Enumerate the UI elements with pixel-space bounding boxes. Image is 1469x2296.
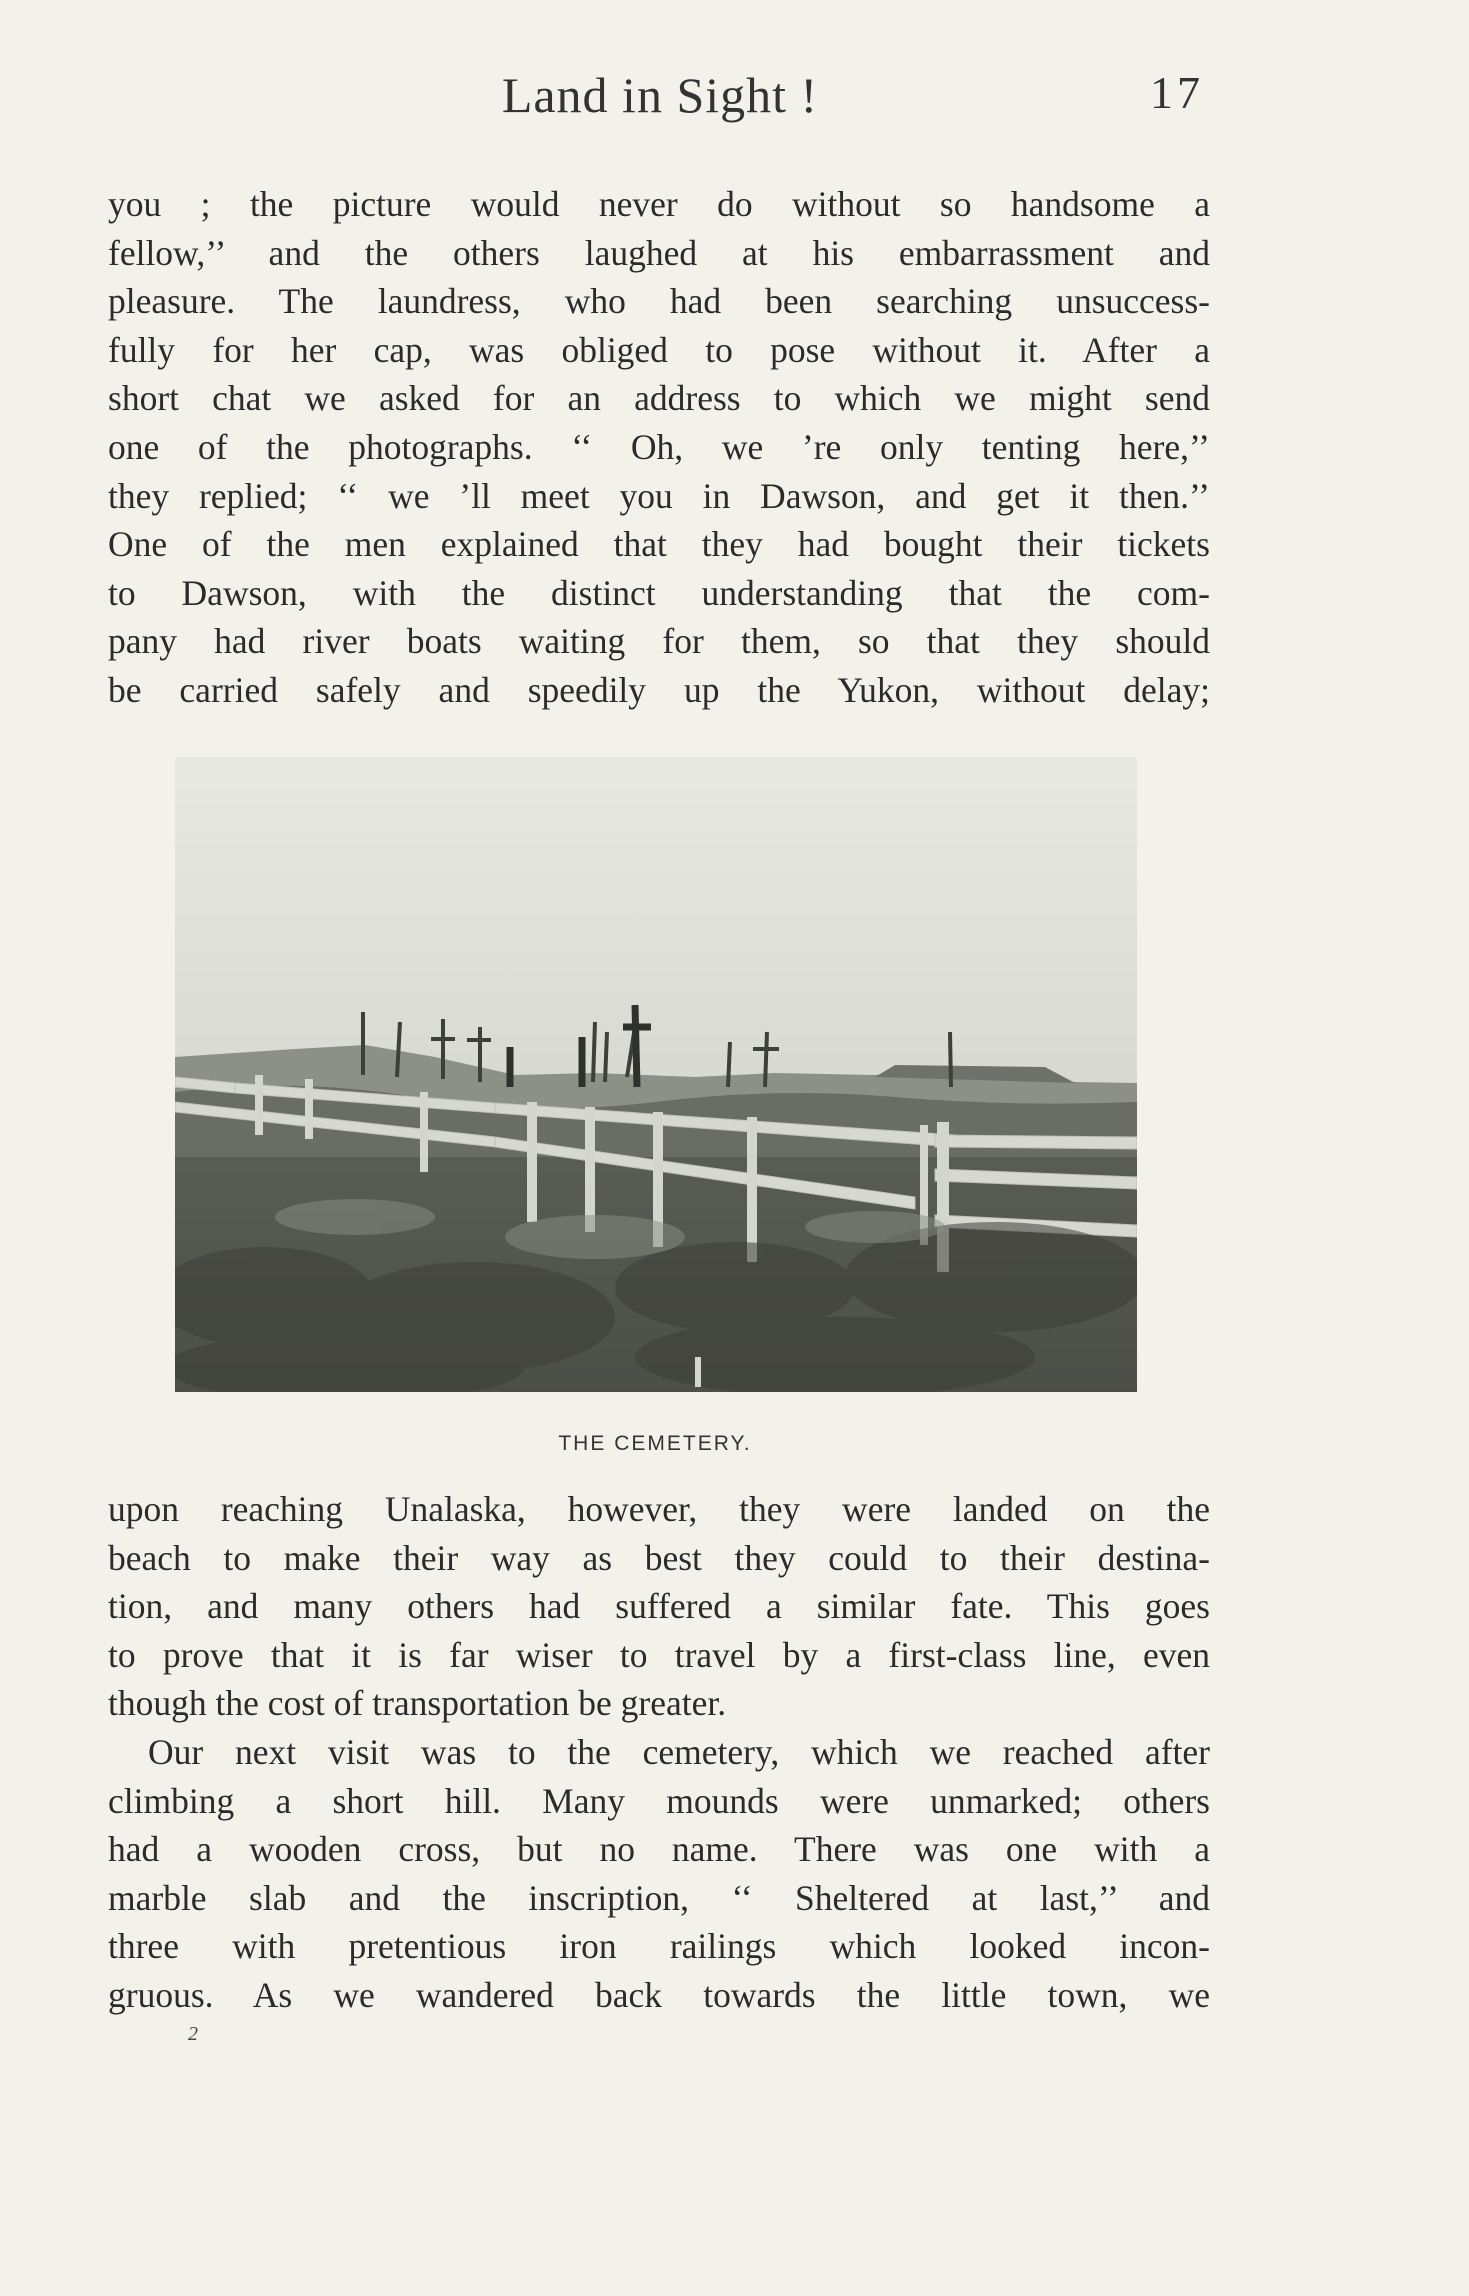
- text-line: climbing a short hill. Many mounds were unmarked; others: [108, 1780, 1210, 1821]
- text-line: gruous. As we wandered back towards the little town, we: [108, 1974, 1210, 2015]
- text-line: to prove that it is far wiser to travel by a first-class line, even: [108, 1634, 1210, 1675]
- text-line: pleasure. The laundress, who had been searching unsuccess-: [108, 281, 1210, 322]
- text-line: upon reaching Unalaska, however, they were landed on the: [108, 1489, 1210, 1529]
- text-line: they replied; ‘‘ we ’ll meet you in Dawson, and get it then.’’: [108, 475, 1210, 516]
- body-text-bottom: [108, 1485, 1210, 2020]
- text-line: pany had river boats waiting for them, so that they should: [108, 621, 1210, 662]
- figure-caption: THE CEMETERY.: [558, 1432, 752, 1455]
- signature-mark: 2: [188, 2023, 198, 2045]
- running-title: Land in Sight !: [501, 67, 819, 123]
- page-number: 17: [1150, 67, 1204, 118]
- cemetery-photograph: [175, 757, 1137, 1392]
- text-line: fully for her cap, was obliged to pose without it. After a: [108, 329, 1210, 370]
- paragraph-first-line: Our next visit was to the cemetery, which we reached after: [148, 1731, 1210, 1772]
- text-line: be carried safely and speedily up the Yukon, without delay;: [108, 669, 1210, 710]
- body-text-top: [108, 180, 1210, 715]
- text-line: fellow,’’ and the others laughed at his embarrassment and: [108, 232, 1210, 273]
- text-line: One of the men explained that they had bought their tickets: [108, 524, 1210, 565]
- text-line: though the cost of transportation be greater.: [108, 1683, 727, 1724]
- text-line: marble slab and the inscription, ‘‘ Sheltered at last,’’ and: [108, 1877, 1210, 1918]
- running-head: [0, 66, 1469, 136]
- text-line: to Dawson, with the distinct understanding that the com-: [108, 572, 1210, 613]
- text-line: beach to make their way as best they could to their destina-: [108, 1537, 1210, 1578]
- text-line: you ; the picture would never do without so handsome a: [108, 184, 1210, 224]
- text-line: tion, and many others had suffered a similar fate. This goes: [108, 1586, 1210, 1627]
- text-line: one of the photographs. ‘‘ Oh, we ’re only tenting here,’’: [108, 426, 1210, 467]
- text-line: had a wooden cross, but no name. There was one with a: [108, 1829, 1210, 1870]
- text-line: short chat we asked for an address to which we might send: [108, 378, 1210, 419]
- text-line: three with pretentious iron railings which looked incon-: [108, 1926, 1210, 1967]
